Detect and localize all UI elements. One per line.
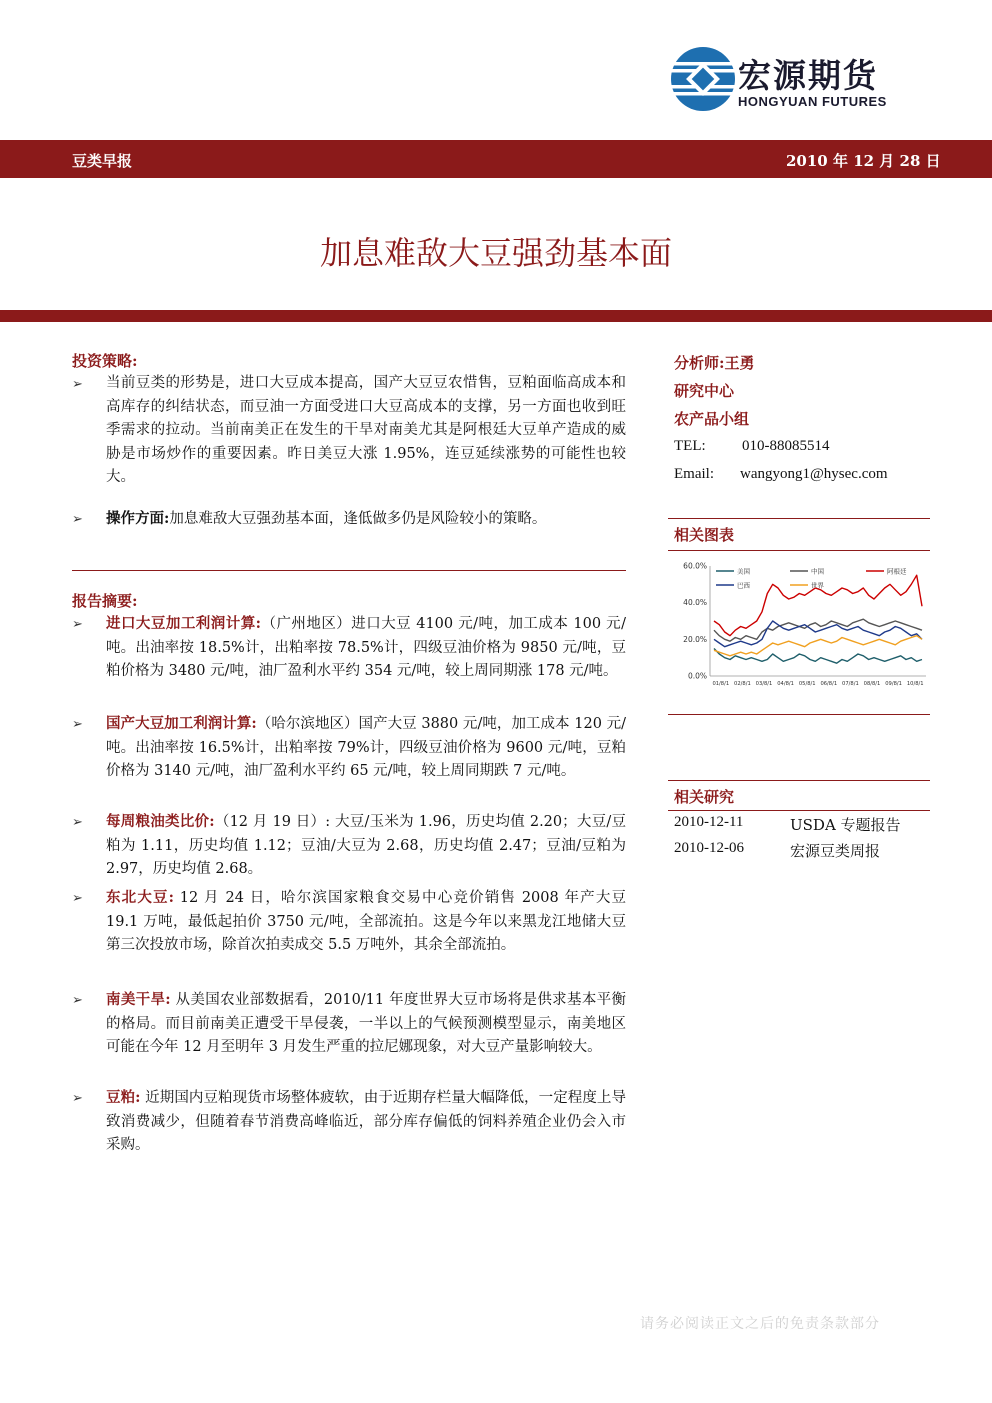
- arrow-bullet-icon: ➢: [72, 617, 83, 632]
- operation-label: 操作方面:: [106, 510, 170, 527]
- research-heading-rule: [668, 810, 930, 811]
- arrow-bullet-icon: ➢: [72, 815, 83, 830]
- summary-heading: 报告摘要:: [72, 592, 138, 610]
- research-date: 2010-12-11: [674, 814, 744, 830]
- company-name-en: HONGYUAN FUTURES: [738, 94, 887, 109]
- arrow-bullet-icon: ➢: [72, 1091, 83, 1106]
- x-tick-label: 07/8/1: [842, 681, 859, 687]
- analyst-dept: 研究中心: [674, 382, 735, 400]
- section-divider: [72, 570, 626, 571]
- x-tick-label: 09/8/1: [885, 681, 902, 687]
- analyst-group: 农产品小组: [674, 410, 750, 428]
- legend-label: 中国: [811, 567, 824, 576]
- report-title: 加息难敌大豆强劲基本面: [319, 234, 672, 272]
- report-date: 2010 年 12 月 28 日: [786, 152, 941, 170]
- summary-item-label: 豆粕:: [106, 1089, 141, 1106]
- email-label: Email:: [674, 466, 714, 482]
- legend-label: 美国: [737, 567, 750, 576]
- margin-chart: [670, 556, 932, 690]
- series-line-美国: [714, 649, 922, 664]
- legend-label: 世界: [811, 581, 824, 590]
- title-divider: [0, 310, 992, 322]
- arrow-bullet-icon: ➢: [72, 512, 83, 527]
- summary-item: [106, 1086, 626, 1158]
- summary-item: [106, 810, 626, 882]
- x-tick-label: 10/8/1: [906, 681, 924, 687]
- y-tick-label: 20.0%: [683, 634, 707, 644]
- chart-heading-rule: [668, 550, 930, 551]
- legend-label: 阿根廷: [887, 567, 907, 576]
- summary-item-text: 12 月 24 日，哈尔滨国家粮食交易中心竞价销售 2008 年产大豆 19.1 万吨，最低起拍价 3750 元/吨，全部流拍。这是今年以来黑龙江地储大豆第三次投放市场，除首次拍卖成交 5.5 万吨外，其余全部流拍。: [106, 890, 626, 953]
- x-tick-label: 01/8/1: [712, 681, 730, 687]
- x-tick-label: 05/8/1: [798, 681, 816, 687]
- y-tick-label: 0.0%: [687, 671, 707, 681]
- email-address[interactable]: wangyong1@hysec.com: [740, 466, 888, 482]
- disclaimer-note: 请务必阅读正文之后的免责条款部分: [640, 1316, 880, 1332]
- report-type: 豆类早报: [72, 152, 133, 170]
- analyst-name: 分析师:王勇: [674, 354, 755, 372]
- summary-item: [106, 886, 626, 958]
- research-title[interactable]: 宏源豆类周报: [790, 842, 881, 860]
- research-top-rule: [668, 780, 930, 781]
- chart-bottom-rule: [668, 714, 930, 715]
- strategy-operation: [106, 507, 626, 532]
- arrow-bullet-icon: ➢: [72, 891, 83, 906]
- summary-item-text: 从美国农业部数据看，2010/11 年度世界大豆市场将是供求基本平衡的格局。而目前南美正遭受干旱侵袭，一半以上的气候预测模型显示，南美地区可能在今年 12 月至明年 3 月发生严重的拉尼娜现象，对大豆产量影响较大。: [106, 992, 626, 1055]
- series-line-世界: [714, 636, 922, 656]
- x-tick-label: 08/8/1: [863, 681, 881, 687]
- x-tick-label: 04/8/1: [777, 681, 794, 687]
- summary-item-text: （广州地区）进口大豆 4100 元/吨，加工成本 100 元/吨。出油率按 18.5%计，出粕率按 78.5%计，四级豆油价格为 9850 元/吨，豆粕价格为 3480 元/吨，油厂盈利水平约 354 元/吨，较上周同期涨 178 元/吨。: [106, 616, 626, 679]
- summary-item-text: （哈尔滨地区）国产大豆 3880 元/吨，加工成本 120 元/吨。出油率按 16.5%计，出粕率按 79%计，四级豆油价格为 9600 元/吨，豆粕价格为 3140 元/吨，油厂盈利水平约 65 元/吨，较上周同期跌 7 元/吨。: [106, 716, 626, 779]
- strategy-heading: 投资策略:: [72, 352, 138, 370]
- summary-item-text: 近期国内豆粕现货市场整体疲软，由于近期存栏量大幅降低，一定程度上导致消费减少，但随着春节消费高峰临近，部分库存偏低的饲料养殖企业仍会入市采购。: [106, 1090, 626, 1153]
- research-date: 2010-12-06: [674, 840, 744, 856]
- hongyuan-logo-icon: [670, 46, 736, 112]
- company-name-cn: 宏源期货: [738, 56, 878, 95]
- y-tick-label: 60.0%: [683, 561, 707, 571]
- summary-item-text: （12 月 19 日）: 大豆/玉米为 1.96，历史均值 2.20；大豆/豆粕为 1.11，历史均值 1.12；豆油/大豆为 2.68，历史均值 2.47；豆油/豆粕为 2.97，历史均值 2.68。: [106, 814, 626, 877]
- summary-item-label: 进口大豆加工利润计算:: [106, 615, 262, 632]
- arrow-bullet-icon: ➢: [72, 717, 83, 732]
- legend-label: 巴西: [737, 581, 750, 590]
- summary-item-label: 每周粮油类比价:: [106, 813, 215, 830]
- summary-item-label: 国产大豆加工利润计算:: [106, 715, 257, 732]
- operation-text: 加息难敌大豆强劲基本面，逢低做多仍是风险较小的策略。: [169, 511, 547, 527]
- x-tick-label: 02/8/1: [734, 681, 751, 687]
- x-tick-label: 03/8/1: [755, 681, 773, 687]
- tel-label: TEL:: [674, 438, 706, 454]
- summary-item: [106, 988, 626, 1060]
- tel-number: 010-88085514: [742, 438, 830, 454]
- related-chart-heading: 相关图表: [674, 526, 735, 544]
- x-tick-label: 06/8/1: [820, 681, 838, 687]
- chart-top-rule: [668, 518, 930, 519]
- summary-item-label: 东北大豆:: [106, 889, 175, 906]
- strategy-paragraph: 当前豆类的形势是，进口大豆成本提高，国产大豆豆农惜售，豆粕面临高成本和高库存的纠结状态，而豆油一方面受进口大豆高成本的支撑，另一方面也收到旺季需求的拉动。当前南美正在发生的干旱对南美尤其是阿根廷大豆单产造成的威胁是市场炒作的重要因素。昨日美豆大涨 1.95%，连豆延续涨势的可能性也较大。: [106, 375, 626, 485]
- arrow-bullet-icon: ➢: [72, 993, 83, 1008]
- related-research-heading: 相关研究: [674, 788, 735, 806]
- arrow-bullet-icon: ➢: [72, 377, 83, 392]
- research-title[interactable]: USDA 专题报告: [790, 816, 901, 834]
- summary-item: [106, 612, 626, 684]
- y-tick-label: 40.0%: [683, 598, 707, 608]
- summary-item: [106, 712, 626, 784]
- summary-item-label: 南美干旱:: [106, 991, 171, 1008]
